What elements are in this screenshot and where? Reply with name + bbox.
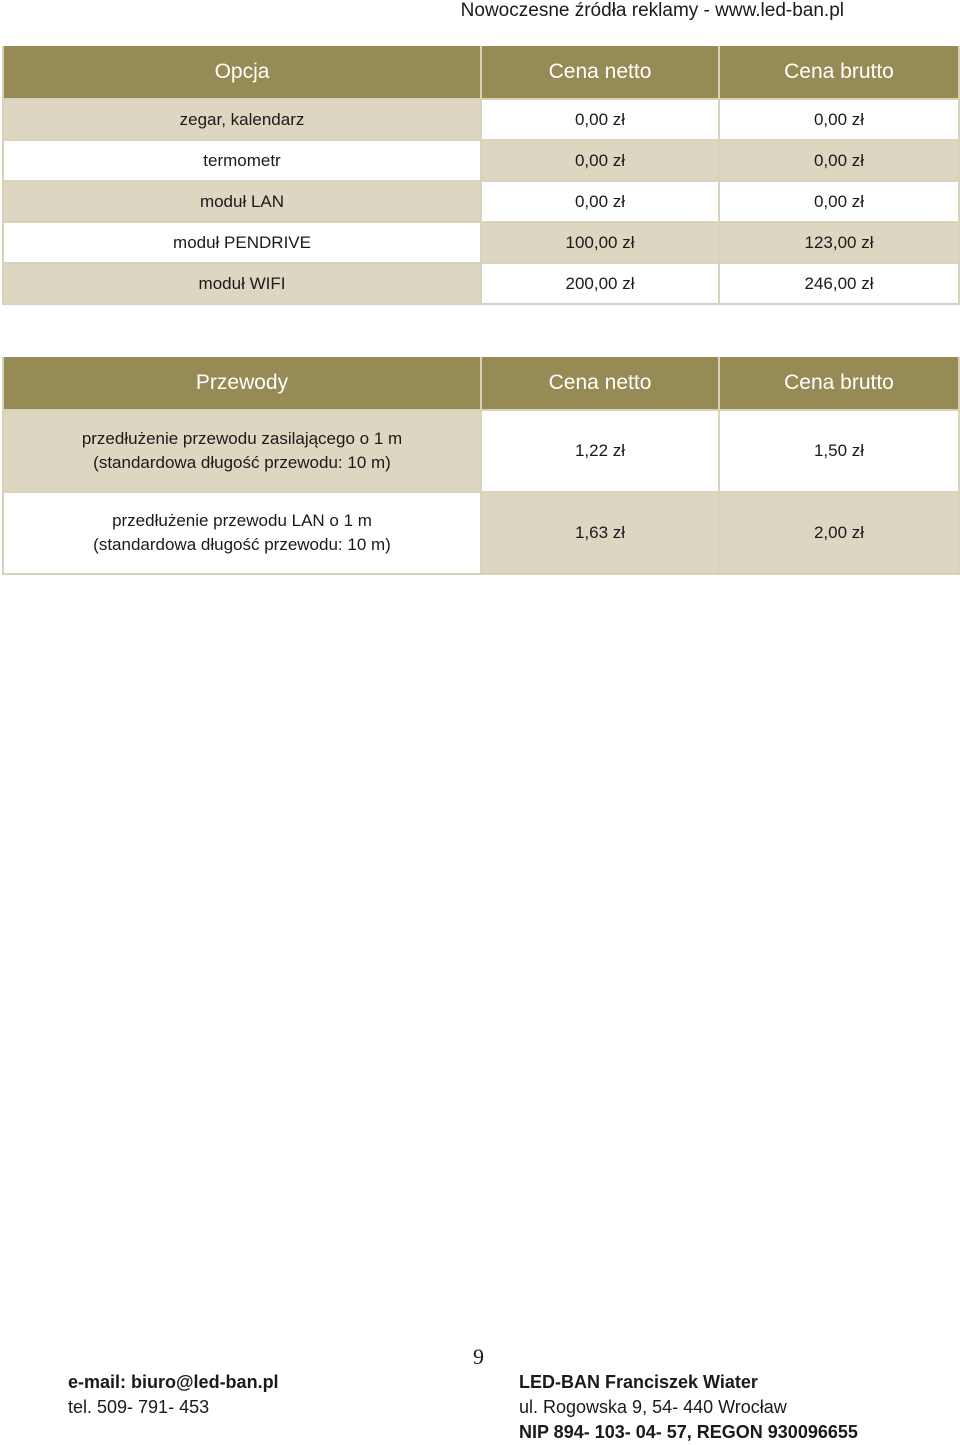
net-price: 0,00 zł: [481, 140, 719, 181]
table-row: [3, 99, 959, 140]
table-header-row: [3, 357, 959, 410]
option-name: moduł WIFI: [3, 263, 481, 304]
option-name: termometr: [3, 140, 481, 181]
page-number: 9: [473, 1344, 484, 1369]
cables-price-table: [2, 357, 960, 575]
cable-name-note: (standardowa długość przewodu: 10 m): [93, 453, 391, 472]
net-price: 200,00 zł: [481, 263, 719, 304]
cable-name-note: (standardowa długość przewodu: 10 m): [93, 535, 391, 554]
gross-price: 1,50 zł: [719, 410, 959, 492]
table-row: [3, 222, 959, 263]
gross-price: 0,00 zł: [719, 99, 959, 140]
footer-phone: tel. 509- 791- 453: [68, 1397, 210, 1417]
net-price: 100,00 zł: [481, 222, 719, 263]
option-name: moduł LAN: [3, 181, 481, 222]
column-header-cables: Przewody: [3, 357, 481, 410]
gross-price: 246,00 zł: [719, 263, 959, 304]
page-header: Nowoczesne źródła reklamy - www.led-ban.pl: [460, 0, 844, 21]
cable-name: [3, 410, 481, 492]
footer-contact: [68, 1370, 279, 1420]
cable-name-line: przedłużenie przewodu zasilającego o 1 m: [81, 429, 403, 448]
footer-email: e-mail: biuro@led-ban.pl: [68, 1372, 279, 1392]
column-header-option: Opcja: [3, 46, 481, 99]
net-price: 1,22 zł: [481, 410, 719, 492]
cable-name-line: przedłużenie przewodu LAN o 1 m: [112, 511, 372, 530]
table-row: [3, 263, 959, 304]
gross-price: 2,00 zł: [719, 492, 959, 574]
footer-company-info: [519, 1370, 858, 1445]
net-price: 0,00 zł: [481, 99, 719, 140]
gross-price: 123,00 zł: [719, 222, 959, 263]
table-row: [3, 492, 959, 574]
table-header-row: [3, 46, 959, 99]
table-row: [3, 410, 959, 492]
net-price: 1,63 zł: [481, 492, 719, 574]
option-name: moduł PENDRIVE: [3, 222, 481, 263]
cable-name: [3, 492, 481, 574]
footer-address: ul. Rogowska 9, 54- 440 Wrocław: [519, 1397, 787, 1417]
column-header-gross-price: Cena brutto: [719, 46, 959, 99]
table-row: [3, 181, 959, 222]
net-price: 0,00 zł: [481, 181, 719, 222]
table-row: [3, 140, 959, 181]
gross-price: 0,00 zł: [719, 181, 959, 222]
gross-price: 0,00 zł: [719, 140, 959, 181]
option-name: zegar, kalendarz: [3, 99, 481, 140]
column-header-net-price: Cena netto: [481, 46, 719, 99]
options-price-table: [2, 46, 960, 305]
column-header-gross-price: Cena brutto: [719, 357, 959, 410]
footer-company-name: LED-BAN Franciszek Wiater: [519, 1372, 758, 1392]
column-header-net-price: Cena netto: [481, 357, 719, 410]
footer-tax-ids: NIP 894- 103- 04- 57, REGON 930096655: [519, 1422, 858, 1442]
